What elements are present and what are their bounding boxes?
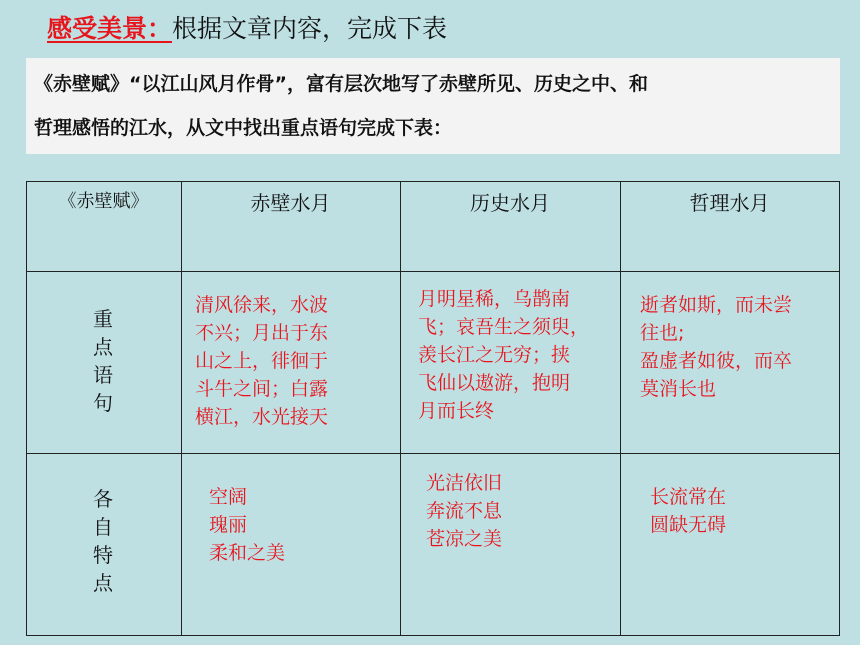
table-col-rule-1	[181, 181, 182, 636]
answer-line: 苍凉之美	[426, 528, 503, 550]
intro-line-1: 《赤壁赋》“以江山风月作骨”，富有层次地写了赤壁所见、历史之中、和	[34, 73, 648, 95]
answer-line: 斗牛之间；白露	[195, 378, 329, 400]
answer-chibi-sentences	[195, 291, 328, 431]
answer-history-sentences	[418, 285, 589, 425]
answer-line: 飞；哀吾生之须臾，	[418, 316, 590, 338]
answer-line: 往也;	[640, 322, 685, 344]
answer-line: 月而长终	[418, 400, 495, 422]
answer-philosophy-features	[650, 483, 726, 539]
table-border-left	[26, 181, 27, 636]
header-history: 历史水月	[470, 191, 550, 215]
row-label-char: 重	[93, 307, 113, 331]
table-border-bottom	[26, 635, 840, 636]
heading-keyword: 感受美景：	[47, 14, 173, 43]
row-label-char: 句	[93, 391, 113, 415]
answer-line: 柔和之美	[209, 542, 286, 564]
slide-heading	[47, 10, 447, 48]
table-col-rule-2	[400, 181, 401, 636]
answer-line: 横江，水光接天	[195, 406, 329, 428]
table-rule-1	[26, 271, 840, 272]
answer-line: 逝者如斯，而未尝	[640, 294, 793, 316]
row-label-char: 特	[93, 543, 113, 567]
row-label-key-sentences	[92, 305, 114, 417]
answer-line: 羡长江之无穷；挟	[418, 344, 571, 366]
heading-instruction: 根据文章内容，完成下表	[172, 14, 448, 43]
header-title: 《赤壁赋》	[58, 191, 149, 212]
answer-line: 长流常在	[650, 486, 727, 508]
answer-line: 光洁依旧	[426, 472, 503, 494]
answer-line: 瑰丽	[209, 514, 248, 536]
header-philosophy: 哲理水月	[689, 191, 770, 215]
answer-line: 飞仙以遨游，抱明	[418, 372, 571, 394]
row-label-char: 各	[93, 487, 113, 511]
header-chibi: 赤壁水月	[250, 191, 331, 215]
answer-line: 奔流不息	[426, 500, 503, 522]
answer-philosophy-sentences	[640, 291, 792, 403]
row-label-char: 点	[93, 571, 113, 595]
answer-line: 山之上，徘徊于	[195, 350, 329, 372]
row-label-char: 语	[93, 363, 113, 387]
row-label-char: 自	[93, 515, 113, 539]
answer-line: 圆缺无碍	[650, 514, 727, 536]
table-rule-2	[26, 453, 840, 454]
intro-line-2: 哲理感悟的江水，从文中找出重点语句完成下表：	[34, 117, 453, 139]
answer-chibi-features	[209, 483, 285, 567]
answer-history-features	[426, 469, 502, 553]
table-col-rule-3	[620, 181, 621, 636]
table-border-right	[839, 181, 840, 636]
intro-box	[26, 58, 840, 154]
answer-line: 空阔	[209, 486, 248, 508]
row-label-features	[92, 485, 114, 597]
answer-line: 莫消长也	[640, 378, 717, 400]
answer-line: 清风徐来，水波	[195, 294, 329, 316]
answer-line: 盈虚者如彼，而卒	[640, 350, 793, 372]
answer-line: 不兴；月出于东	[195, 322, 329, 344]
row-label-char: 点	[93, 335, 113, 359]
answer-line: 月明星稀，乌鹊南	[418, 288, 571, 310]
table-border-top	[26, 181, 840, 182]
